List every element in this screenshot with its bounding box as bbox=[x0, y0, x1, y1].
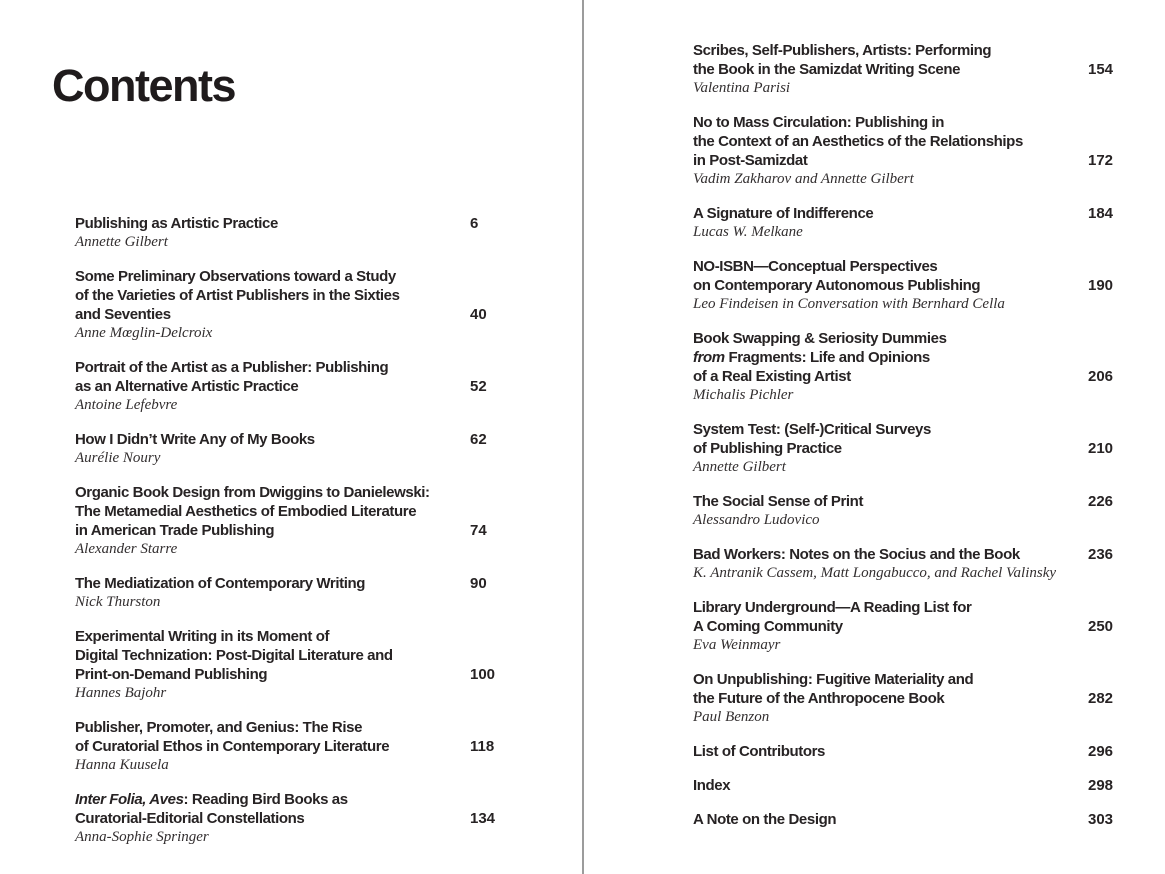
toc-entry bbox=[75, 267, 535, 343]
toc-entry bbox=[693, 204, 1153, 242]
entry-title-line: Bad Workers: Notes on the Socius and the Book bbox=[693, 546, 1020, 563]
entry-page-number: 40 bbox=[470, 306, 487, 323]
entry-title bbox=[693, 742, 1153, 761]
entry-title bbox=[75, 214, 535, 233]
entry-page-number: 134 bbox=[470, 810, 496, 827]
entry-title bbox=[75, 483, 535, 540]
entry-page-number: 172 bbox=[1088, 152, 1114, 169]
entry-author: Antoine Lefebvre bbox=[75, 397, 178, 413]
entry-title-line: in American Trade Publishing bbox=[75, 522, 275, 539]
entry-title-line: A Signature of Indifference bbox=[693, 205, 874, 222]
entry-title-line: Index bbox=[693, 777, 731, 794]
toc-entry bbox=[693, 257, 1153, 314]
entry-title-line: A Note on the Design bbox=[693, 811, 837, 828]
entry-title-line: A Coming Community bbox=[693, 618, 843, 635]
entry-title-line: the Book in the Samizdat Writing Scene bbox=[693, 61, 961, 78]
entry-title-line: Publishing as Artistic Practice bbox=[75, 215, 278, 232]
toc-entry bbox=[693, 742, 1153, 761]
entry-title-line: Scribes, Self-Publishers, Artists: Performing bbox=[693, 42, 992, 59]
entry-title bbox=[75, 627, 535, 684]
toc-entry bbox=[693, 670, 1153, 727]
toc-column-right bbox=[693, 41, 1153, 844]
entry-title bbox=[75, 574, 535, 593]
entry-title-line: of Publishing Practice bbox=[693, 440, 842, 457]
toc-entry bbox=[693, 598, 1153, 655]
entry-title bbox=[75, 358, 535, 396]
entry-title-line: the Future of the Anthropocene Book bbox=[693, 690, 945, 707]
entry-author: Lucas W. Melkane bbox=[693, 224, 803, 240]
toc-entry bbox=[75, 627, 535, 703]
entry-title-line: of the Varieties of Artist Publishers in the Sixties bbox=[75, 287, 400, 304]
entry-title bbox=[693, 598, 1153, 636]
entry-title-line: Print-on-Demand Publishing bbox=[75, 666, 268, 683]
toc-entry bbox=[693, 776, 1153, 795]
entry-title-line: in Post-Samizdat bbox=[693, 152, 808, 169]
toc-entry bbox=[693, 810, 1153, 829]
toc-entry bbox=[693, 41, 1153, 98]
entry-title bbox=[693, 810, 1153, 829]
entry-title-line: Library Underground—A Reading List for bbox=[693, 599, 972, 616]
entry-page-number: 250 bbox=[1088, 618, 1114, 635]
entry-author: Eva Weinmayr bbox=[693, 637, 781, 653]
entry-author: Annette Gilbert bbox=[75, 234, 168, 250]
toc-entry bbox=[75, 483, 535, 559]
entry-title-line: Organic Book Design from Dwiggins to Danielewski: bbox=[75, 484, 430, 501]
entry-title-line: On Unpublishing: Fugitive Materiality and bbox=[693, 671, 974, 688]
entry-title bbox=[693, 776, 1153, 795]
entry-author: Anna-Sophie Springer bbox=[75, 829, 209, 845]
entry-author: Hannes Bajohr bbox=[75, 685, 167, 701]
toc-entry bbox=[75, 214, 535, 252]
entry-page-number: 296 bbox=[1088, 743, 1114, 760]
entry-page-number: 206 bbox=[1088, 368, 1114, 385]
entry-page-number: 74 bbox=[470, 522, 487, 539]
entry-title bbox=[693, 670, 1153, 708]
entry-author: Nick Thurston bbox=[75, 594, 161, 610]
entry-title bbox=[693, 545, 1153, 564]
entry-title-line: How I Didn’t Write Any of My Books bbox=[75, 431, 315, 448]
entry-author: Hanna Kuusela bbox=[75, 757, 169, 773]
entry-page-number: 100 bbox=[470, 666, 496, 683]
entry-title-line: Some Preliminary Observations toward a Study bbox=[75, 268, 396, 285]
entry-title-line: NO-ISBN—Conceptual Perspectives bbox=[693, 258, 938, 275]
entry-title bbox=[75, 430, 535, 449]
entry-title-line: Publisher, Promoter, and Genius: The Rise bbox=[75, 719, 363, 736]
entry-title-line: Inter Folia, Aves: Reading Bird Books as bbox=[75, 791, 348, 808]
page-divider bbox=[582, 0, 584, 874]
toc-entry bbox=[75, 430, 535, 468]
entry-page-number: 226 bbox=[1088, 493, 1114, 510]
entry-title-line: on Contemporary Autonomous Publishing bbox=[693, 277, 981, 294]
toc-column-left bbox=[75, 214, 535, 862]
entry-title-line: Portrait of the Artist as a Publisher: Publishing bbox=[75, 359, 389, 376]
entry-title bbox=[75, 790, 535, 828]
entry-title-line: as an Alternative Artistic Practice bbox=[75, 378, 299, 395]
entry-page-number: 6 bbox=[470, 215, 479, 232]
entry-author: Aurélie Noury bbox=[75, 450, 161, 466]
entry-title bbox=[75, 267, 535, 324]
entry-author: Vadim Zakharov and Annette Gilbert bbox=[693, 171, 914, 187]
toc-entry bbox=[75, 358, 535, 415]
toc-entry bbox=[693, 420, 1153, 477]
entry-title-line: of Curatorial Ethos in Contemporary Literature bbox=[75, 738, 390, 755]
entry-page-number: 90 bbox=[470, 575, 487, 592]
entry-title-line: Curatorial-Editorial Constellations bbox=[75, 810, 305, 827]
entry-title bbox=[693, 492, 1153, 511]
entry-page-number: 303 bbox=[1088, 811, 1114, 828]
entry-page-number: 190 bbox=[1088, 277, 1114, 294]
entry-title bbox=[693, 41, 1153, 79]
entry-author: K. Antranik Cassem, Matt Longabucco, and Rachel Valinsky bbox=[693, 565, 1057, 581]
entry-title-line: the Context of an Aesthetics of the Relationships bbox=[693, 133, 1023, 150]
entry-title bbox=[693, 329, 1153, 386]
toc-entry bbox=[693, 492, 1153, 530]
entry-page-number: 210 bbox=[1088, 440, 1114, 457]
entry-page-number: 184 bbox=[1088, 205, 1114, 222]
toc-entry bbox=[693, 545, 1153, 583]
entry-author: Anne Mœglin-Delcroix bbox=[75, 325, 213, 341]
entry-title-line: No to Mass Circulation: Publishing in bbox=[693, 114, 945, 131]
entry-page-number: 298 bbox=[1088, 777, 1114, 794]
toc-entry bbox=[693, 113, 1153, 189]
entry-title-line: The Metamedial Aesthetics of Embodied Literature bbox=[75, 503, 417, 520]
entry-title bbox=[693, 257, 1153, 295]
entry-page-number: 62 bbox=[470, 431, 487, 448]
entry-title-line: Experimental Writing in its Moment of bbox=[75, 628, 330, 645]
toc-entry bbox=[75, 574, 535, 612]
entry-page-number: 52 bbox=[470, 378, 487, 395]
toc-entry bbox=[75, 790, 535, 847]
entry-author: Valentina Parisi bbox=[693, 80, 791, 96]
entry-title-line: The Mediatization of Contemporary Writing bbox=[75, 575, 365, 592]
entry-author: Alessandro Ludovico bbox=[693, 512, 820, 528]
entry-page-number: 236 bbox=[1088, 546, 1114, 563]
entry-title-line: Book Swapping & Seriosity Dummies bbox=[693, 330, 947, 347]
entry-author: Alexander Starre bbox=[75, 541, 178, 557]
entry-author: Paul Benzon bbox=[693, 709, 770, 725]
entry-title-line: System Test: (Self-)Critical Surveys bbox=[693, 421, 931, 438]
entry-title bbox=[75, 718, 535, 756]
entry-title bbox=[693, 113, 1153, 170]
toc-entry bbox=[75, 718, 535, 775]
page-title: Contents bbox=[52, 60, 235, 112]
entry-title-line: and Seventies bbox=[75, 306, 171, 323]
entry-title-line: List of Contributors bbox=[693, 743, 825, 760]
entry-author: Leo Findeisen in Conversation with Bernhard Cella bbox=[693, 296, 1005, 312]
entry-author: Annette Gilbert bbox=[693, 459, 786, 475]
entry-author: Michalis Pichler bbox=[693, 387, 794, 403]
entry-page-number: 118 bbox=[470, 738, 495, 755]
toc-entry bbox=[693, 329, 1153, 405]
entry-title-line: from Fragments: Life and Opinions bbox=[693, 349, 930, 366]
entry-page-number: 154 bbox=[1088, 61, 1114, 78]
entry-page-number: 282 bbox=[1088, 690, 1114, 707]
entry-title-line: The Social Sense of Print bbox=[693, 493, 864, 510]
entry-title bbox=[693, 204, 1153, 223]
entry-title-line: Digital Technization: Post-Digital Literature and bbox=[75, 647, 393, 664]
entry-title bbox=[693, 420, 1153, 458]
entry-title-line: of a Real Existing Artist bbox=[693, 368, 851, 385]
